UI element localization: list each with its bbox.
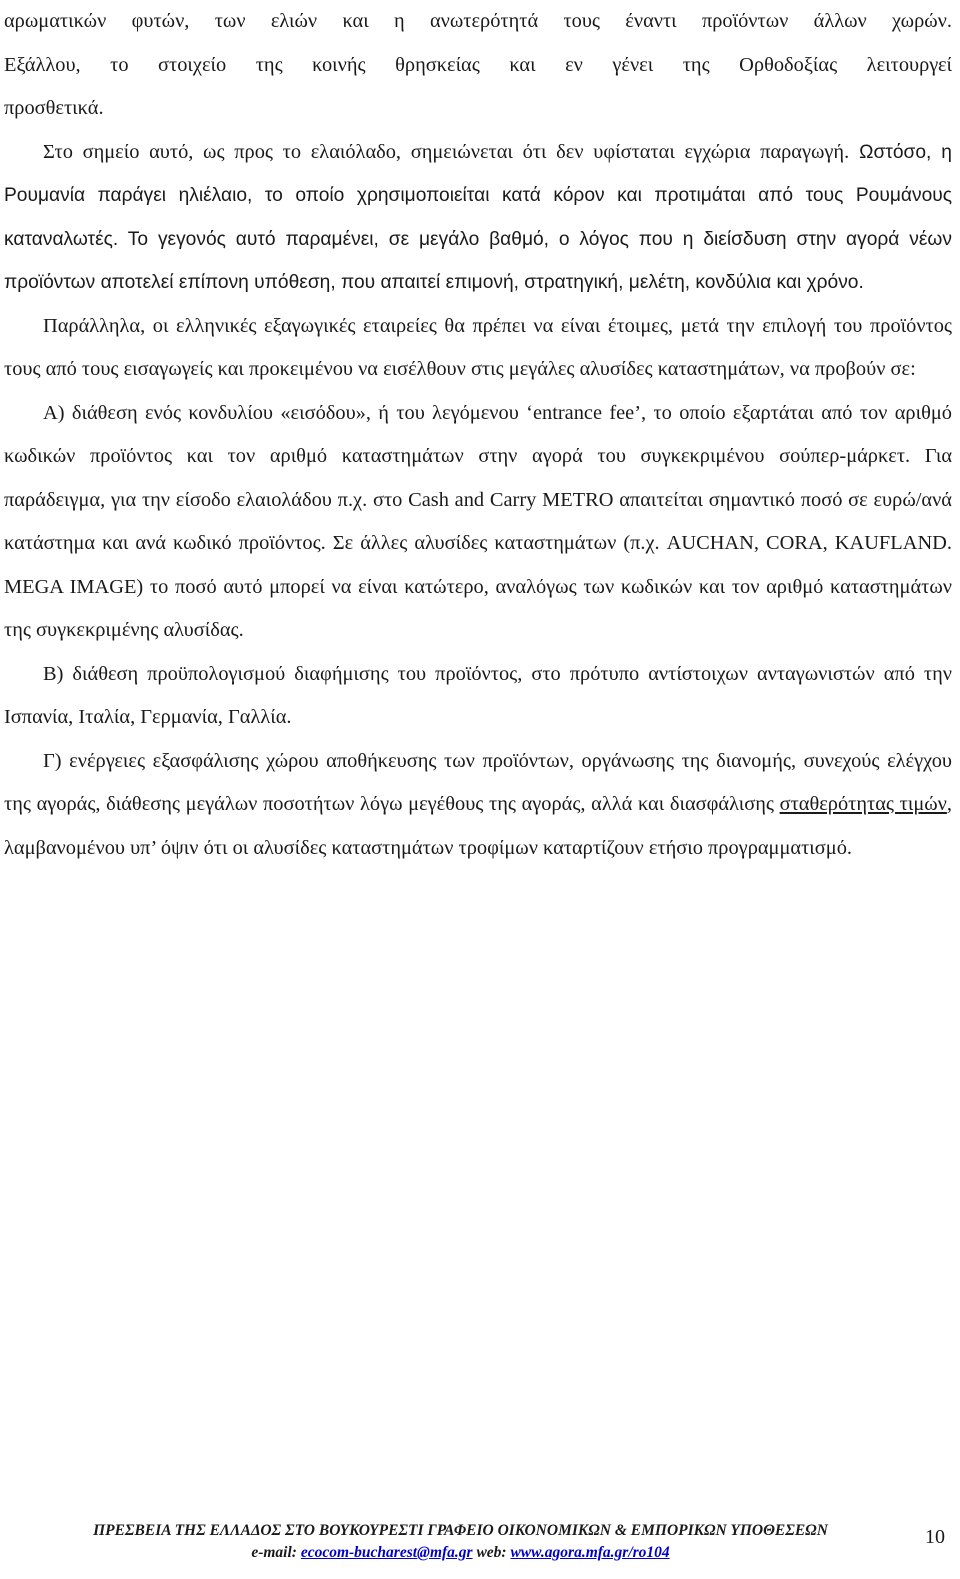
paragraph-1-line-2: Εξάλλου, το στοιχείο της κοινής θρησκείας και εν γένει της Ορθοδοξίας λειτουργεί — [4, 53, 952, 76]
page-footer — [0, 1520, 960, 1570]
paragraph-6-underlined-text: σταθερότητας τιμών — [779, 793, 947, 815]
paragraph-1b — [4, 44, 952, 88]
footer-organization: ΠΡΕΣΒΕΙΑ ΤΗΣ ΕΛΛΑΔΟΣ ΣΤΟ ΒΟΥΚΟΥΡΕΣΤΙ ΓΡΑΦΕΙΟ ΟΙΚΟΝΟΜΙΚΩΝ & ΕΜΠΟΡΙΚΩΝ ΥΠΟΘΕΣΕΩΝ — [93, 1522, 828, 1539]
footer-email-label: e-mail: — [251, 1544, 301, 1561]
paragraph-5-item-b: Β) διάθεση προϋπολογισμού διαφήμισης του προϊόντος, στο πρότυπο αντίστοιχων ανταγωνιστών από την Ισπανία, Ιταλία, Γερμανία, Γαλλία. — [4, 662, 952, 728]
page-number: 10 — [925, 1526, 945, 1548]
paragraph-6-text-before: Γ) ενέργειες εξασφάλισης χώρου αποθήκευσης των προϊόντων, οργάνωσης της διανομής, συνεχούς ελέγχου της αγοράς, διάθεσης μεγάλων ποσοτήτων λόγω μεγέθους της αγοράς, αλλά και διασφάλισης — [4, 749, 952, 815]
paragraph-1 — [4, 0, 952, 44]
paragraph-6-item-c — [4, 740, 952, 871]
document-body — [4, 0, 952, 870]
paragraph-2-serif-text: Στο σημείο αυτό, ως προς το ελαιόλαδο, σημειώνεται ότι δεν υφίσταται εγχώρια παραγωγή. — [43, 140, 850, 163]
paragraph-2-sans-text: Ωστόσο, η Ρουμανία παράγει ηλιέλαιο, το οποίο χρησιμοποιείται κατά κόρον και προτιμάται από τους Ρουμάνους καταναλωτές. Το γεγονός αυτό παραμένει, σε μεγάλο βαθμό, ο λόγος που η διείσδυση στην αγορά νέων προϊόντων αποτελεί επίπονη υπόθεση, που απαιτεί επιμονή, στρατηγική, μελέτη, κονδύλια και χρόνο. — [4, 141, 952, 293]
paragraph-1-line-1: αρωματικών φυτών, των ελιών και η ανωτερότητά τους έναντι προϊόντων άλλων χωρών. — [4, 10, 952, 32]
paragraph-2 — [4, 131, 952, 305]
footer-web-label: web: — [472, 1544, 511, 1561]
footer-web-link[interactable]: www.agora.mfa.gr/ro104 — [510, 1544, 670, 1561]
paragraph-1c — [4, 87, 952, 131]
footer-contact — [8, 1542, 913, 1564]
paragraph-3: Παράλληλα, οι ελληνικές εξαγωγικές εταιρείες θα πρέπει να είναι έτοιμες, μετά την επιλογή του προϊόντος τους από τους εισαγωγείς και προκειμένου να εισέλθουν στις μεγάλες αλυσίδες καταστημάτων, να προβούν σε: — [4, 314, 952, 380]
footer-email-link[interactable]: ecocom-bucharest@mfa.gr — [300, 1544, 473, 1561]
paragraph-1-line-3: προσθετικά. — [4, 97, 104, 119]
paragraph-4-item-a: Α) διάθεση ενός κονδυλίου «εισόδου», ή του λεγόμενου ‘entrance fee’, το οποίο εξαρτάται από τον αριθμό κωδικών προϊόντος και τον αριθμό καταστημάτων στην αγορά του συγκεκριμένου σούπερ-μάρκετ. Για παράδειγμα, για την είσοδο ελαιολάδου π.χ. στο Cash and Carry METRO απαιτείται σημαντικό ποσό σε ευρώ/ανά κατάστημα και ανά κωδικό προϊόντος. Σε άλλες αλυσίδες καταστημάτων (π.χ. AUCHAN, CORA, KAUFLAND. MEGA IMAGE) το ποσό αυτό μπορεί να είναι κατώτερο, αναλόγως των κωδικών και τον αριθμό καταστημάτων της συγκεκριμένης αλυσίδας. — [4, 401, 952, 641]
paragraph-6-text-after: , λαμβανομένου υπ’ όψιν ότι οι αλυσίδες καταστημάτων τροφίμων καταρτίζουν ετήσιο προγραμματισμό. — [4, 793, 952, 859]
